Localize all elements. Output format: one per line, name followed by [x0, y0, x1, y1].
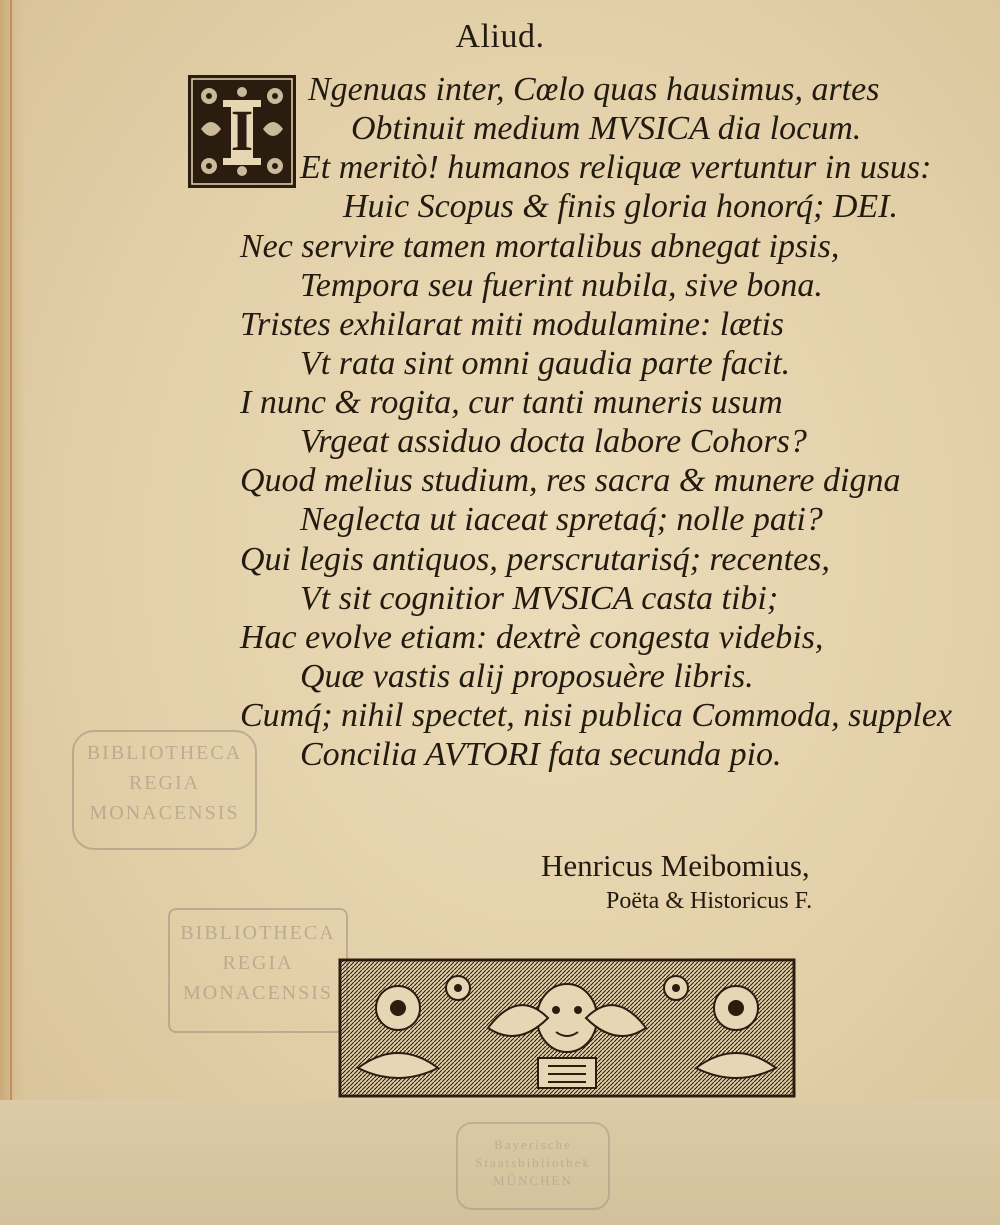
stamp-text: BIBLIOTHECA	[180, 922, 336, 944]
stamp-text: MONACENSIS	[89, 802, 240, 824]
poem-line: Ngenuas inter, Cœlo quas hausimus, artes	[308, 71, 880, 108]
poem-line: Vrgeat assiduo docta labore Cohors?	[300, 423, 807, 460]
stamp-text: REGIA	[222, 952, 294, 974]
woodcut-tailpiece-ornament	[338, 958, 796, 1098]
poem-line: Quæ vastis alij proposuère libris.	[300, 658, 754, 695]
page-edge-line	[10, 0, 12, 1100]
stamp-text: BIBLIOTHECA	[86, 742, 243, 764]
drop-cap-letter: I	[230, 98, 254, 163]
stamp-text: Bayerische	[494, 1137, 572, 1152]
poem-line: Cumq́; nihil spectet, nisi publica Commoda, supplex	[240, 697, 953, 734]
poem-line: Tristes exhilarat miti modulamine: lætis	[240, 306, 785, 343]
poem-line: Hac evolve etiam: dextrè congesta videbis,	[240, 619, 824, 656]
poem-line: Qui legis antiquos, perscrutarisq́; recentes,	[240, 541, 830, 578]
poem-line: Nec servire tamen mortalibus abnegat ipsis,	[240, 228, 840, 265]
library-stamp	[72, 730, 257, 850]
stamp-text: MONACENSIS	[182, 982, 334, 1004]
poem-line: Neglecta ut iaceat spretaq́; nolle pati?	[300, 501, 823, 538]
poem-line: Concilia AVTORI fata secunda pio.	[300, 736, 782, 773]
poem-line: Tempora seu fuerint nubila, sive bona.	[300, 267, 823, 304]
ornamental-initial-icon	[187, 74, 297, 189]
poem-line: Quod melius studium, res sacra & munere digna	[240, 462, 901, 499]
poem-line: Et meritò! humanos reliquæ vertuntur in usus:	[300, 149, 932, 186]
library-stamp	[168, 908, 348, 1033]
stamp-text: REGIA	[128, 772, 201, 794]
poem-line: Vt rata sint omni gaudia parte facit.	[300, 345, 791, 382]
poem-line: Vt sit cognitior MVSICA casta tibi;	[300, 580, 779, 617]
page-heading: Aliud.	[455, 18, 545, 55]
page-gutter	[0, 0, 26, 1225]
poem-line: Obtinuit medium MVSICA dia locum.	[351, 110, 862, 147]
poem-line: I nunc & rogita, cur tanti muneris usum	[240, 384, 783, 421]
stamp-text: MÜNCHEN	[493, 1173, 573, 1188]
stamp-text: Staatsbibliothek	[475, 1155, 591, 1170]
poem-line: Huic Scopus & finis gloria honorq́; DEI.	[343, 188, 898, 225]
signature-title: Poëta & Historicus F.	[606, 888, 813, 914]
signature-name: Henricus Meibomius,	[541, 848, 810, 883]
library-stamp	[456, 1122, 610, 1210]
